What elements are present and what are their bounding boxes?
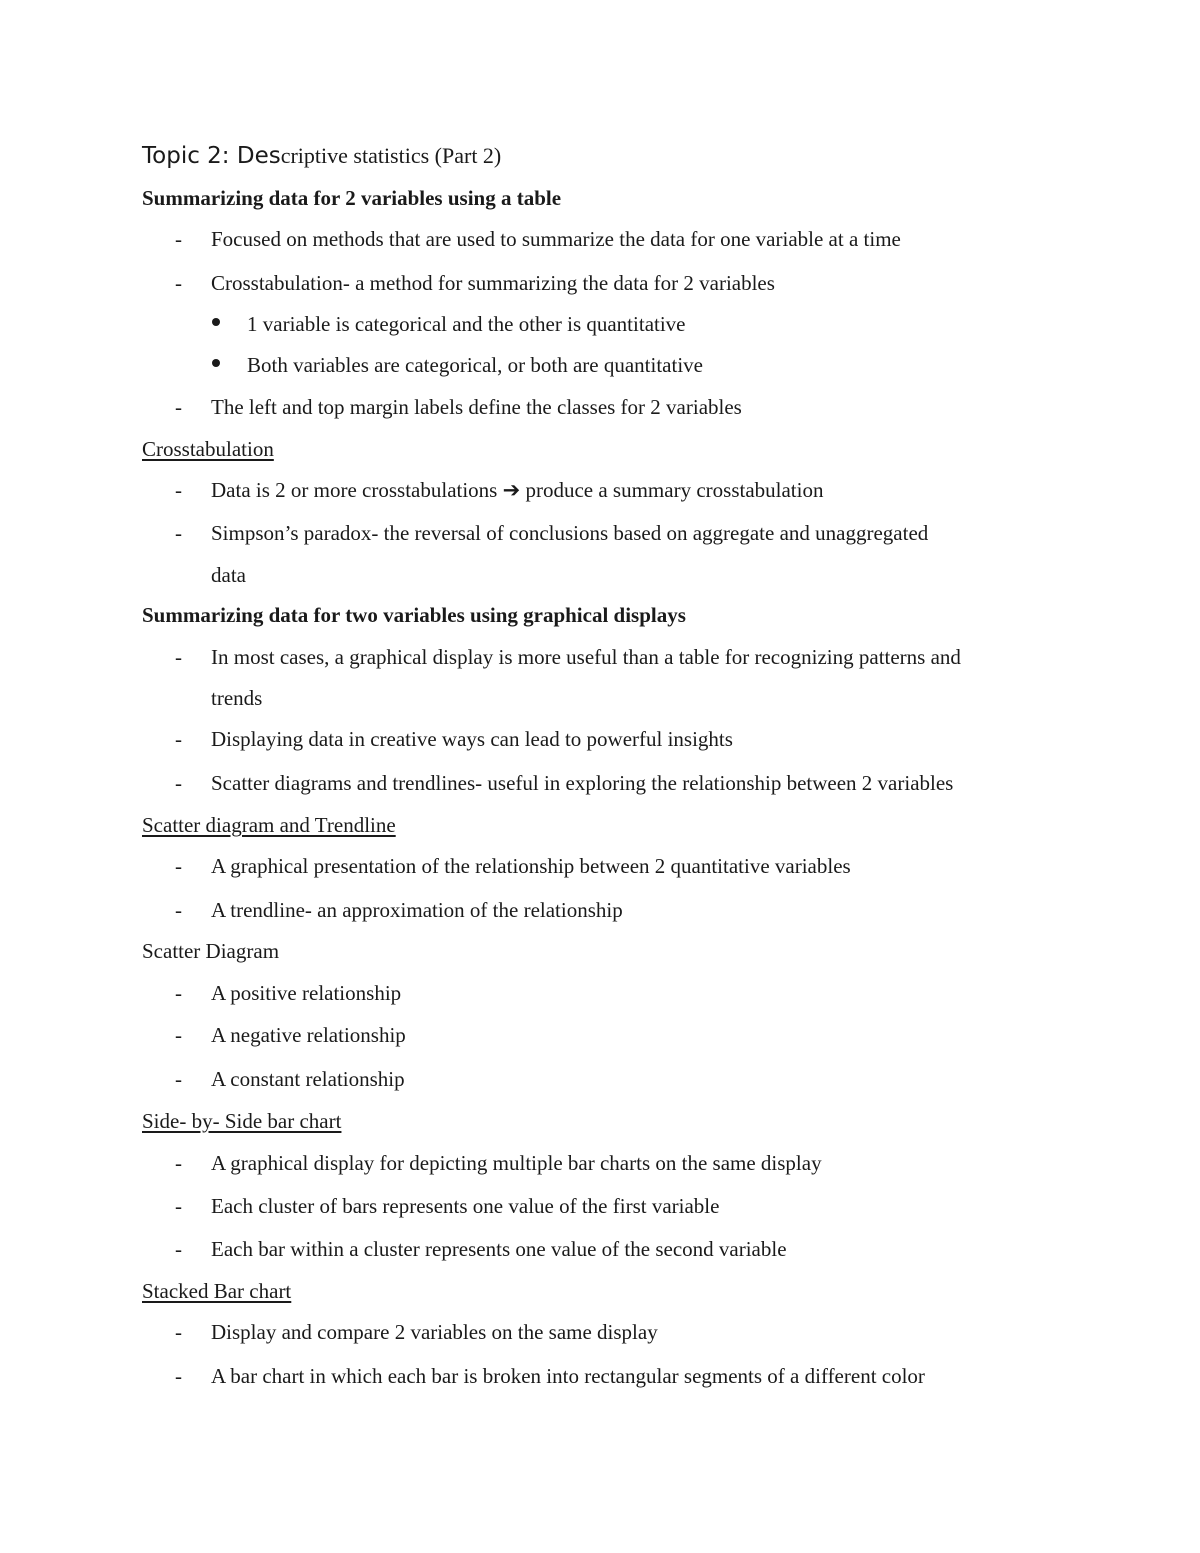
subheading-stacked-bar: Stacked Bar chart [142,1279,292,1303]
dash-marker: - [175,1194,182,1218]
section-heading-table: Summarizing data for 2 variables using a table [142,186,562,210]
list-item: Crosstabulation- a method for summarizing the data for 2 variables [211,271,775,295]
list-item: Simpson’s paradox- the reversal of conclusions based on aggregate and unaggregated [211,521,929,545]
list-item: A graphical display for depicting multiple bar charts on the same display [211,1151,822,1175]
list-item: In most cases, a graphical display is more useful than a table for recognizing patterns and [211,645,961,669]
dash-marker: - [175,478,182,502]
section-heading-graphical: Summarizing data for two variables using graphical displays [142,603,686,627]
title-prefix: Topic 2: Des [142,143,281,169]
dash-marker: - [175,395,182,419]
dash-marker: - [175,1023,182,1047]
document-title [142,143,501,169]
subheading-scatter-trendline: Scatter diagram and Trendline [142,813,396,837]
list-item: A positive relationship [211,981,402,1005]
dash-marker: - [175,645,182,669]
subheading-scatter-diagram: Scatter Diagram [142,939,280,963]
list-item: Each bar within a cluster represents one value of the second variable [211,1237,787,1261]
list-item [211,477,823,503]
list-item: A bar chart in which each bar is broken into rectangular segments of a different color [211,1364,925,1388]
dash-marker: - [175,854,182,878]
dash-marker: - [175,727,182,751]
list-item-continuation: trends [211,686,263,710]
list-item: Scatter diagrams and trendlines- useful in exploring the relationship between 2 variables [211,771,954,795]
dash-marker: - [175,227,182,251]
sub-list-item: Both variables are categorical, or both are quantitative [247,353,703,377]
list-item-continuation: data [211,563,246,587]
dash-marker: - [175,1320,182,1344]
subheading-side-by-side: Side- by- Side bar chart [142,1109,342,1133]
dash-marker: - [175,981,182,1005]
list-item: A graphical presentation of the relationship between 2 quantitative variables [211,854,851,878]
dash-marker: - [175,1151,182,1175]
dash-marker: - [175,1364,182,1388]
list-item: The left and top margin labels define the classes for 2 variables [211,395,742,419]
subheading-crosstabulation: Crosstabulation [142,437,274,461]
dash-marker: - [175,1237,182,1261]
dash-marker: - [175,521,182,545]
list-item: A negative relationship [211,1023,406,1047]
dash-marker: - [175,898,182,922]
dash-marker: - [175,271,182,295]
bullet-dot [212,359,220,367]
title-rest: criptive statistics (Part 2) [280,143,502,168]
list-item: Display and compare 2 variables on the same display [211,1320,658,1344]
right-arrow-icon: ➔ [502,478,521,502]
dash-marker: - [175,771,182,795]
crosstab-item-start: Data is 2 or more crosstabulations [211,478,498,502]
bullet-dot [212,318,220,326]
list-item: A constant relationship [211,1067,405,1091]
list-item: A trendline- an approximation of the relationship [211,898,623,922]
sub-list-item: 1 variable is categorical and the other is quantitative [247,312,686,336]
dash-marker: - [175,1067,182,1091]
crosstab-item-end: produce a summary crosstabulation [525,478,824,502]
list-item: Displaying data in creative ways can lead to powerful insights [211,727,733,751]
list-item: Focused on methods that are used to summarize the data for one variable at a time [211,227,901,251]
list-item: Each cluster of bars represents one value of the first variable [211,1194,720,1218]
